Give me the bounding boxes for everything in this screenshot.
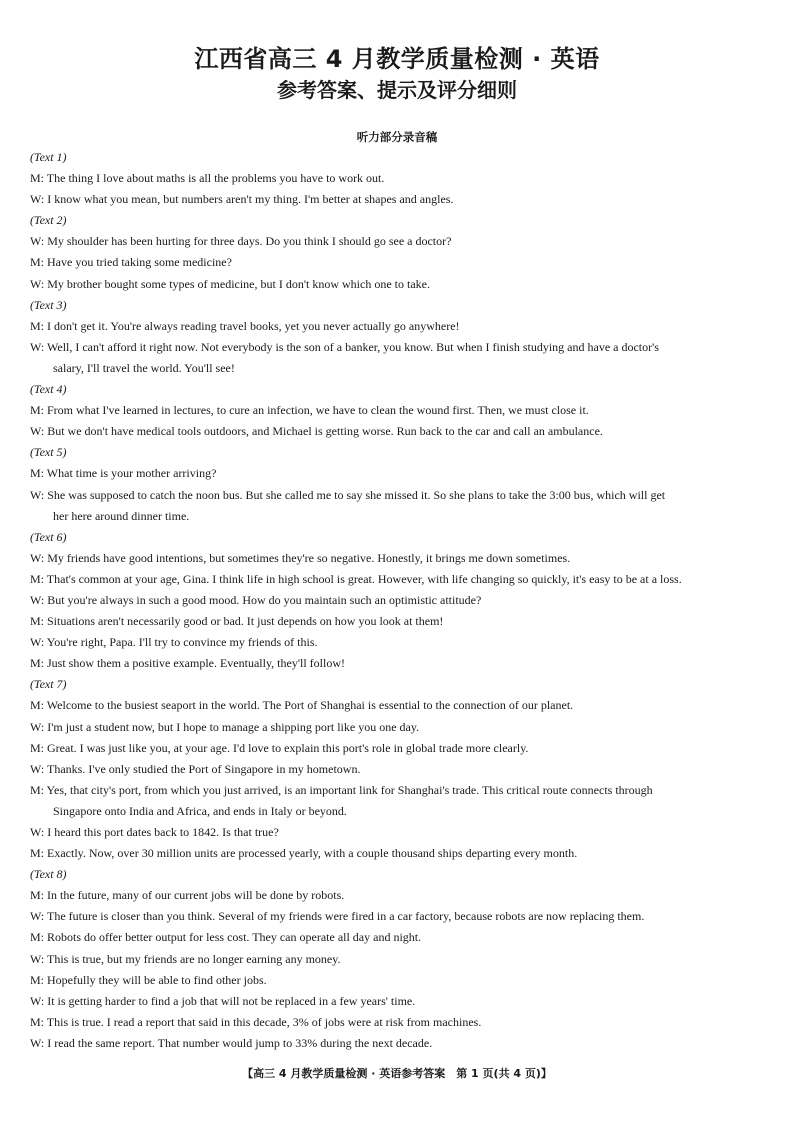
transcript-line: M: That's common at your age, Gina. I think life in high school is great. However, with life changing so quickly, it's easy to be at a loss. [30, 571, 682, 586]
transcript-line: W: Thanks. I've only studied the Port of Singapore in my hometown. [30, 761, 361, 776]
section-heading: 听力部分录音稿 [356, 130, 438, 144]
text-section-label: (Text 2) [30, 213, 67, 228]
transcript-line: M: I don't get it. You're always reading travel books, yet you never actually go anywhere! [30, 318, 460, 333]
transcript-line: W: Well, I can't afford it right now. Not everybody is the son of a banker, you know. But when I finish studying and have a doctor's [30, 339, 659, 354]
transcript-line: M: This is true. I read a report that said in this decade, 3% of jobs were at risk from machines. [30, 1014, 482, 1029]
transcript-line-continuation: Singapore onto India and Africa, and ends in Italy or beyond. [53, 803, 347, 818]
transcript-line: W: But we don't have medical tools outdoors, and Michael is getting worse. Run back to the car and call an ambulance. [30, 424, 603, 439]
transcript-line: M: From what I've learned in lectures, to cure an infection, we have to clean the wound first. Then, we must close it. [30, 403, 589, 418]
document-subtitle: 参考答案、提示及评分细则 [277, 78, 517, 102]
transcript-line: W: My friends have good intentions, but sometimes they're so negative. Honestly, it brings me down sometimes. [30, 550, 571, 565]
text-section-label: (Text 4) [30, 382, 67, 397]
transcript-line: W: My brother bought some types of medicine, but I don't know which one to take. [30, 276, 430, 291]
transcript-line: M: Yes, that city's port, from which you just arrived, is an important link for Shanghai's trade. This critical route connects through [30, 782, 653, 797]
transcript-line: M: Just show them a positive example. Eventually, they'll follow! [30, 656, 345, 671]
transcript-line: W: It is getting harder to find a job that will not be replaced in a few years' time. [30, 993, 416, 1008]
transcript-line: W: I know what you mean, but numbers aren't my thing. I'm better at shapes and angles. [30, 192, 454, 207]
text-section-label: (Text 6) [30, 529, 67, 544]
transcript-line: M: The thing I love about maths is all the problems you have to work out. [30, 171, 385, 186]
transcript-line: M: Have you tried taking some medicine? [30, 255, 232, 270]
transcript-line: W: You're right, Papa. I'll try to convince my friends of this. [30, 635, 318, 650]
transcript-line-continuation: salary, I'll travel the world. You'll see! [53, 360, 235, 375]
transcript-line: W: I heard this port dates back to 1842. Is that true? [30, 825, 279, 839]
text-section-label: (Text 1) [30, 150, 67, 164]
transcript-line: M: Exactly. Now, over 30 million units are processed yearly, with a couple thousand ships departing every month. [30, 846, 578, 861]
page-footer: 【高三 4 月教学质量检测 · 英语参考答案 第 1 页(共 4 页)】 [242, 1067, 552, 1080]
transcript-line: W: This is true, but my friends are no longer earning any money. [30, 951, 341, 966]
transcript-line: W: I'm just a student now, but I hope to manage a shipping port like you one day. [30, 719, 420, 734]
transcript-line: M: Great. I was just like you, at your age. I'd love to explain this port's role in global trade more clearly. [30, 740, 529, 755]
text-section-label: (Text 3) [30, 297, 67, 312]
transcript-line: M: Situations aren't necessarily good or bad. It just depends on how you look at them! [30, 614, 444, 629]
transcript-line: W: But you're always in such a good mood. How do you maintain such an optimistic attitude? [30, 592, 482, 607]
transcript-line: M: Hopefully they will be able to find other jobs. [30, 972, 267, 987]
text-section-label: (Text 5) [30, 445, 67, 460]
document-title: 江西省高三 4 月教学质量检测 · 英语 [194, 45, 600, 73]
transcript-line: W: My shoulder has been hurting for three days. Do you think I should go see a doctor? [30, 234, 452, 249]
transcript-line: M: Robots do offer better output for less cost. They can operate all day and night. [30, 930, 422, 945]
transcript-line: W: I read the same report. That number would jump to 33% during the next decade. [30, 1035, 433, 1050]
transcript-line: M: What time is your mother arriving? [30, 466, 217, 481]
transcript-line-continuation: her here around dinner time. [53, 508, 190, 523]
transcript-body [30, 147, 774, 1054]
transcript-line: M: Welcome to the busiest seaport in the world. The Port of Shanghai is essential to the connection of our planet. [30, 698, 574, 713]
transcript-line: W: The future is closer than you think. Several of my friends were fired in a car factory, because robots are now replacing them. [30, 909, 645, 924]
text-section-label: (Text 8) [30, 867, 67, 882]
transcript-line: M: In the future, many of our current jobs will be done by robots. [30, 888, 345, 903]
transcript-line: W: She was supposed to catch the noon bus. But she called me to say she missed it. So she plans to take the 3:00 bus, which will get [30, 487, 666, 502]
text-section-label: (Text 7) [30, 677, 67, 692]
